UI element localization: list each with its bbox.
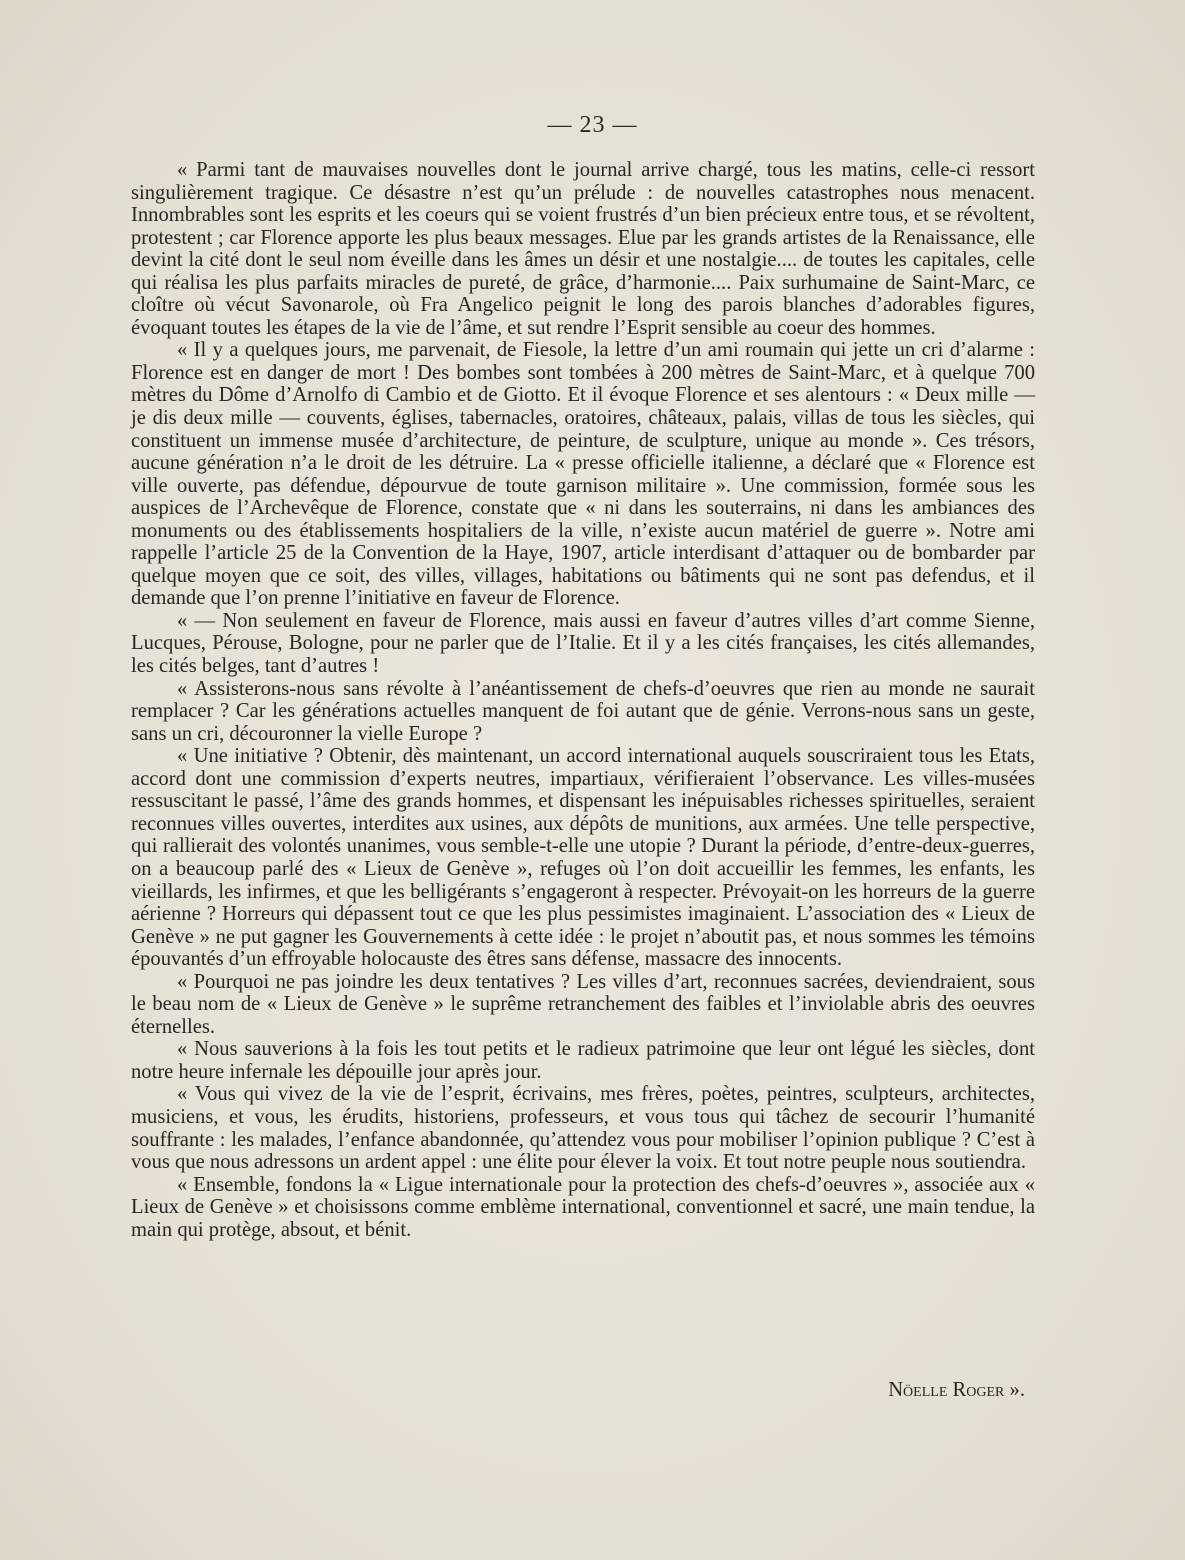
page-number: — 23 — bbox=[547, 112, 638, 138]
body-text bbox=[131, 159, 1035, 1241]
paragraph-1: « Parmi tant de mauvaises nouvelles dont le journal arrive chargé, tous les matins, celle-ci ressort singulièrement tragique. Ce désastre n’est qu’un prélude : de nouvelles catastrophes nous menacent. Innombrables sont les esprits et les coeurs qui se voient frustrés d’un bien précieux entre tous, et se révoltent, protestent ; car Florence apporte les plus beaux messages. Elue par les grands artistes de la Renaissance, elle devint la cité dont le seul nom éveille dans les âmes un désir et une nostalgie.... de toutes les capitales, celle qui réalisa les plus parfaits miracles de pureté, de grâce, d’harmonie.... Paix surhumaine de Saint-Marc, ce cloître où vécut Savonarole, où Fra Angelico peignit le long des parois blanches d’adorables figures, évoquant toutes les étapes de la vie de l’âme, et sut rendre l’Esprit sensible au coeur des hommes. bbox=[131, 159, 1035, 339]
paragraph-2: « Il y a quelques jours, me parvenait, de Fiesole, la lettre d’un ami roumain qui jette un cri d’alarme : Florence est en danger de mort ! Des bombes sont tombées à 200 mètres de Saint-Marc, et à quelque 700 mètres du Dôme d’Arnolfo di Cambio et de Giotto. Et il évoque Florence et ses alentours : « Deux mille — je dis deux mille — couvents, églises, tabernacles, oratoires, châteaux, palais, villas de tous les siècles, qui constituent un immense musée d’architecture, de peinture, de sculpture, unique au monde ». Ces trésors, aucune génération n’a le droit de les détruire. La « presse officielle italienne, a déclaré que « Florence est ville ouverte, pas défendue, dépourvue de toute garnison militaire ». Une commission, formée sous les auspices de l’Archevêque de Florence, constate que « ni dans les souterrains, ni dans les ambiances des monuments ou des établissements hospitaliers de la ville, n’existe aucun matériel de guerre ». Notre ami rappelle l’article 25 de la Convention de la Haye, 1907, article interdisant d’attaquer ou de bombarder par quelque moyen que ce soit, des villes, villages, habitations ou bâtiments qui ne sont pas defendus, et il demande que l’on prenne l’initiative en faveur de Florence. bbox=[131, 339, 1035, 610]
signature bbox=[888, 1378, 1025, 1402]
paragraph-5: « Une initiative ? Obtenir, dès maintenant, un accord international auquels souscriraient tous les Etats, accord dont une commission d’experts neutres, impartiaux, vérifieraient l’observance. Les villes-musées ressuscitant le passé, l’âme des grands hommes, et dispensant les inépuisables richesses spirituelles, seraient reconnues villes ouvertes, interdites aux usines, aux dépôts de munitions, aux armées. Une telle perspective, qui rallierait des volontés unanimes, vous semble-t-elle une utopie ? Durant la période, d’entre-deux-guerres, on a beaucoup parlé des « Lieux de Genève », refuges où l’on doit accueillir les femmes, les enfants, les vieillards, les infirmes, et que les belligérants s’engageront à respecter. Prévoyait-on les horreurs de la guerre aérienne ? Horreurs qui dépassent tout ce que les plus pessimistes imaginaient. L’association des « Lieux de Genève » ne put gagner les Gouvernements à cette idée : le projet n’aboutit pas, et nous sommes les témoins épouvantés d’un effroyable holocauste des êtres sans défense, massacre des innocents. bbox=[131, 745, 1035, 971]
paragraph-8: « Vous qui vivez de la vie de l’esprit, écrivains, mes frères, poètes, peintres, sculpteurs, architectes, musiciens, et vous, les érudits, historiens, professeurs, et vous tous qui tâchez de secourir l’humanité souffrante : les malades, l’enfance abandonnée, qu’attendez vous pour mobiliser l’opinion publique ? C’est à vous que nous adressons un ardent appel : une élite pour élever la voix. Et tout notre peuple nous soutiendra. bbox=[131, 1083, 1035, 1174]
paragraph-6: « Pourquoi ne pas joindre les deux tentatives ? Les villes d’art, reconnues sacrées, deviendraient, sous le beau nom de « Lieux de Genève » le suprême retranchement des faibles et l’inviolable abris des oeuvres éternelles. bbox=[131, 970, 1035, 1038]
paragraph-9: « Ensemble, fondons la « Ligue internationale pour la protection des chefs-d’oeuvres », associée aux « Lieux de Genève » et choisissons comme emblème international, conventionnel et sacré, une main tendue, la main qui protège, absout, et bénit. bbox=[131, 1173, 1035, 1241]
signature-last-name: Roger ». bbox=[952, 1379, 1025, 1401]
paragraph-7: « Nous sauverions à la fois les tout petits et le radieux patrimoine que leur ont légué les siècles, dont notre heure infernale les dépouille jour après jour. bbox=[131, 1038, 1035, 1083]
paragraph-4: « Assisterons-nous sans révolte à l’anéantissement de chefs-d’oeuvres que rien au monde ne saurait remplacer ? Car les générations actuelles manquent de foi autant que de génie. Verrons-nous sans un geste, sans un cri, découronner la vielle Europe ? bbox=[131, 677, 1035, 745]
signature-first-name: Nöelle bbox=[888, 1379, 948, 1401]
paragraph-3: « — Non seulement en faveur de Florence, mais aussi en faveur d’autres villes d’art comme Sienne, Lucques, Pérouse, Bologne, pour ne parler que de l’Italie. Et il y a les cités françaises, les cités allemandes, les cités belges, tant d’autres ! bbox=[131, 609, 1035, 678]
